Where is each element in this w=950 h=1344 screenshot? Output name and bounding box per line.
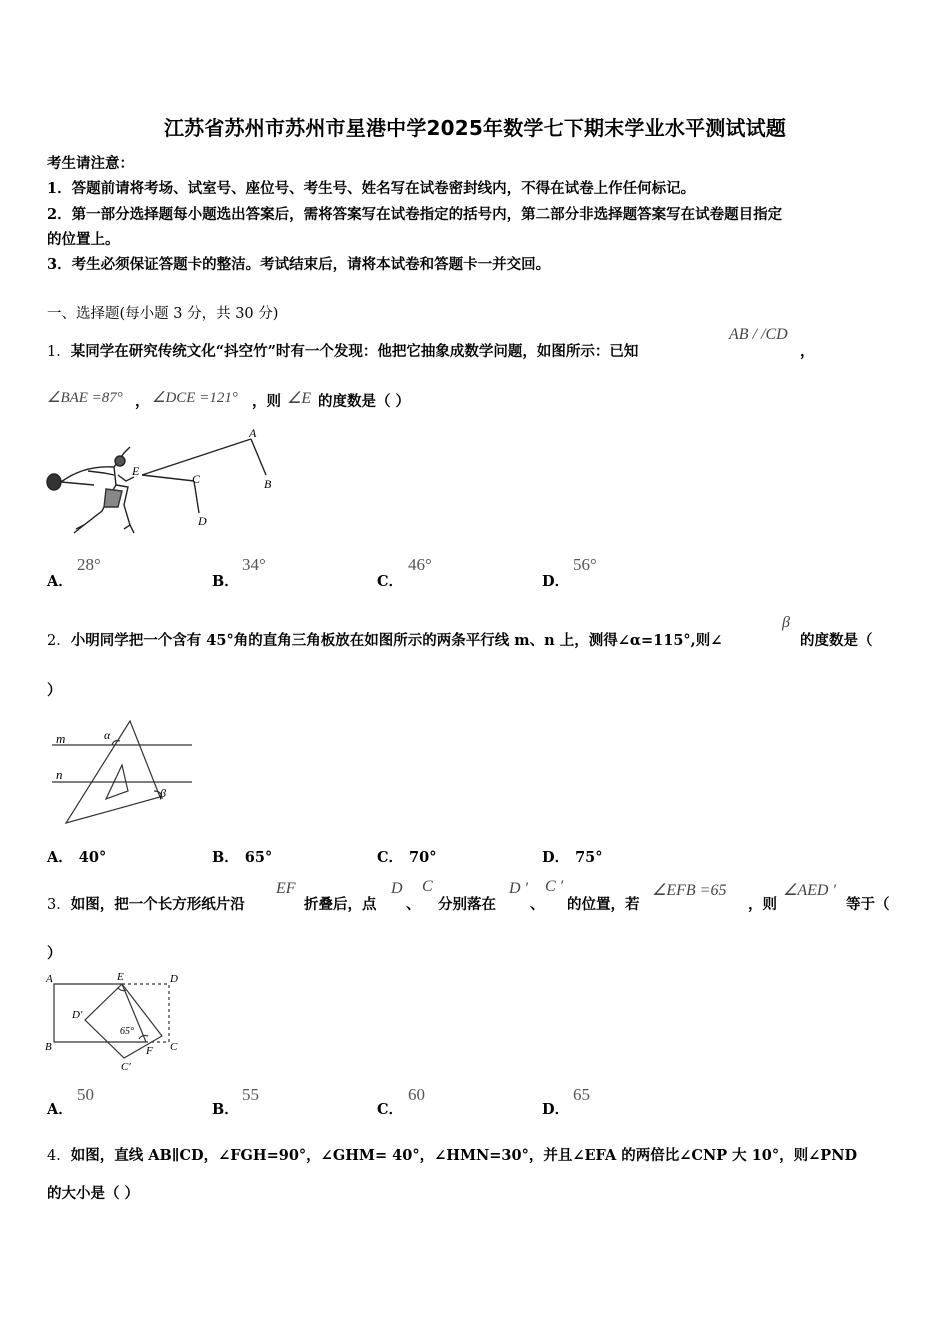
q3-text-3: 分别落在 [438, 896, 496, 913]
q1-option-d-letter: D． [542, 573, 570, 590]
q2-option-b-value: 65° [244, 849, 273, 866]
q1-comma-2: ， [135, 393, 150, 410]
q1-condition-dce: ∠DCE =121° [152, 390, 238, 406]
q1-option-c-value: 46° [408, 555, 432, 574]
q1-label-a: A [249, 426, 257, 440]
question-2-line-1 [47, 629, 722, 650]
q3-label-c: C [170, 1041, 178, 1053]
line-ab [251, 439, 266, 475]
q3-option-c-letter: C． [377, 1101, 404, 1118]
q1-condition-parallel: AB / /CD [729, 326, 788, 343]
question-4-line-1 [47, 1144, 857, 1165]
q1-comma-1: ， [800, 343, 815, 360]
q3-option-d-value: 65 [573, 1085, 590, 1104]
q2-option-b-letter: B． [212, 849, 239, 866]
q3-label-c-prime: C′ [121, 1061, 131, 1073]
q1-label-c: C [192, 472, 201, 486]
q3-label-f: F [146, 1045, 153, 1057]
question-4-line-2: 的大小是（ ） [47, 1185, 140, 1202]
q3-label-65: 65° [120, 1026, 134, 1037]
line-ec [142, 475, 194, 481]
q2-label-m: m [56, 731, 66, 746]
page-title: 江苏省苏州市苏州市星港中学2025年数学七下期末学业水平测试试题 [163, 116, 787, 140]
q3-figure [42, 968, 192, 1076]
q2-text-close: ） [47, 682, 62, 699]
q1-option-b-letter: B． [212, 573, 239, 590]
question-2-number: 2． [47, 633, 71, 649]
q3-target-angle: ∠AED ′ [783, 882, 836, 899]
q1-target-angle: ∠E [287, 390, 312, 407]
section-heading: 一、选择题(每小题 3 分，共 30 分) [47, 306, 279, 322]
q3-text-4: 的位置，若 [567, 896, 640, 913]
q3-point-d: D [391, 880, 403, 897]
q1-text-then: ，则 [252, 393, 281, 410]
q3-ef: EF [276, 880, 296, 897]
q2-option-d [542, 846, 603, 867]
q3-point-c: C [422, 878, 433, 895]
q2-label-beta: β [160, 786, 166, 800]
q1-label-e: E [132, 464, 140, 478]
question-1-line-1 [47, 340, 638, 361]
q3-option-c-value: 60 [408, 1085, 425, 1104]
q3-text-2: 折叠后，点 [304, 896, 377, 913]
q3-label-a: A [46, 973, 53, 985]
notice-heading: 考生请注意： [47, 155, 134, 172]
q3-label-d-prime: D′ [72, 1009, 83, 1021]
q1-condition-bae: ∠BAE =87° [47, 390, 123, 406]
notice-item-2-line-2: 的位置上。 [47, 231, 120, 248]
q3-sep-1: 、 [406, 896, 421, 913]
question-3-line-1 [47, 893, 245, 914]
question-3-number: 3． [47, 897, 71, 913]
q2-beta-symbol: β [782, 614, 790, 631]
q2-option-c-letter: C． [377, 849, 404, 866]
q2-option-b [212, 846, 272, 867]
q3-option-d-letter: D． [542, 1101, 570, 1118]
q1-option-b-value: 34° [242, 555, 266, 574]
q3-label-e: E [117, 971, 124, 983]
q1-option-d-value: 56° [573, 555, 597, 574]
q2-option-d-value: 75° [575, 849, 603, 866]
q3-option-b-value: 55 [242, 1085, 259, 1104]
question-4-number: 4． [47, 1148, 71, 1164]
q2-label-alpha: α [104, 728, 111, 742]
diabolo-player-illustration [47, 447, 134, 533]
line-ea [142, 439, 251, 475]
q1-option-c-letter: C． [377, 573, 404, 590]
question-1-number: 1． [47, 344, 71, 360]
question-3-text: 如图，把一个长方形纸片沿 [70, 896, 245, 913]
q3-point-d-prime: D ′ [509, 880, 529, 897]
q2-text-question: 的度数是（ [800, 632, 873, 649]
q3-label-b: B [45, 1041, 52, 1053]
q3-label-d: D [170, 973, 178, 985]
q3-text-5: ，则 [748, 896, 777, 913]
q1-label-b: B [264, 477, 272, 491]
q3-angle-efb: ∠EFB =65 [652, 882, 727, 899]
q3-point-c-prime: C ′ [545, 878, 564, 895]
q1-option-a-value: 28° [77, 555, 101, 574]
q1-text-question: 的度数是（ ） [318, 393, 411, 410]
q2-option-c-value: 70° [409, 849, 437, 866]
q3-sep-2: 、 [530, 896, 545, 913]
question-1-text: 某同学在研究传统文化“抖空竹”时有一个发现：他把它抽象成数学问题，如图所示：已知 [70, 343, 639, 360]
q3-option-a-value: 50 [77, 1085, 94, 1104]
q2-figure [46, 715, 196, 827]
notice-item-3: 3．考生必须保证答题卡的整洁。考试结束后，请将本试卷和答题卡一并交回。 [47, 256, 551, 273]
notice-item-2-line-1: 2．第一部分选择题每小题选出答案后，需将答案写在试卷指定的括号内，第二部分非选择题答案写在试卷题目指定 [47, 206, 783, 223]
q2-option-a-letter: A． [47, 849, 73, 866]
q2-option-a [47, 846, 106, 867]
notice-item-1: 1．答题前请将考场、试室号、座位号、考生号、姓名写在试卷密封线内，不得在试卷上作任何标记。 [47, 180, 696, 197]
q3-option-b-letter: B． [212, 1101, 239, 1118]
triangle-outer [66, 721, 160, 823]
q2-option-a-value: 40° [78, 849, 107, 866]
q2-option-d-letter: D． [542, 849, 570, 866]
question-2-text: 小明同学把一个含有 45°角的直角三角板放在如图所示的两条平行线 m、n 上，测得∠α=115°,则∠ [70, 632, 723, 649]
q3-option-a-letter: A． [47, 1101, 73, 1118]
q1-figure [44, 425, 284, 537]
q3-text-close: ） [47, 945, 62, 962]
question-4-text: 如图，直线 AB∥CD，∠FGH=90°，∠GHM= 40°，∠HMN=30°，并且∠EFA 的两倍比∠CNP 大 10°，则∠PND [70, 1147, 858, 1164]
q2-label-n: n [56, 767, 63, 782]
q2-option-c [377, 846, 436, 867]
q1-option-a-letter: A． [47, 573, 73, 590]
q3-text-6: 等于（ [846, 896, 890, 913]
q1-label-d: D [198, 514, 207, 528]
